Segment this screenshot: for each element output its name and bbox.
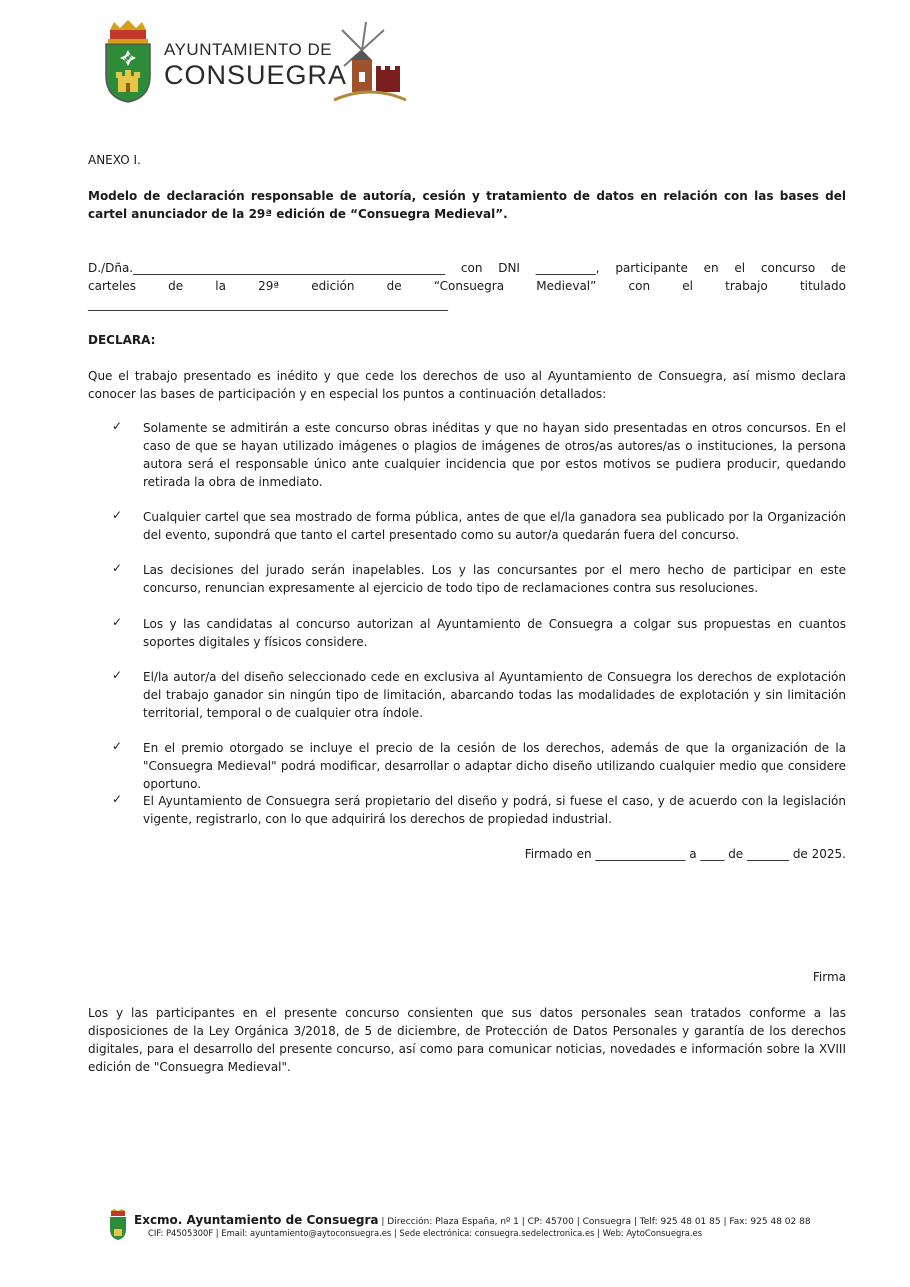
list-item-text: En el premio otorgado se incluye el precio de la cesión de los derechos, además de que la organización de la "Consuegra Medieval" podrá modificar, desarrollar o adaptar dicho diseño utilizando cualquier medio que considere oportuno. — [143, 741, 846, 791]
check-icon: ✓ — [112, 615, 123, 629]
footer — [108, 1207, 811, 1247]
check-icon: ✓ — [112, 739, 123, 753]
document-title: Modelo de declaración responsable de autoría, cesión y tratamiento de datos en relación con las bases del cartel anunciador de la 29ª edición de “Consuegra Medieval”. — [88, 189, 846, 221]
footer-line-1 — [134, 1213, 811, 1227]
footer-name: Excmo. Ayuntamiento de Consuegra — [134, 1213, 379, 1227]
declara-label: DECLARA: — [88, 333, 156, 347]
check-icon: ✓ — [112, 668, 123, 682]
annex-label: ANEXO I. — [88, 153, 141, 167]
dni-field[interactable]: __________, — [535, 261, 600, 275]
form-word: Medieval” — [536, 279, 597, 293]
form-word: concurso — [760, 261, 816, 275]
privacy-paragraph: Los y las participantes en el presente concurso consienten que sus datos personales sean tratados conforme a las disposiciones de la Ley Orgánica 3/2018, de 5 de diciembre, de Protección de Datos Personales y garantía de los derechos digitales, para el desarrollo del presente concurso, así como para comunicar noticias, novedades e información sobre la XVIII edición de "Consuegra Medieval". — [88, 1006, 846, 1074]
form-word: la — [215, 279, 226, 293]
windmill-castle-logo-icon — [332, 20, 408, 106]
form-word: de — [830, 261, 846, 275]
list-item-text: El/la autor/a del diseño seleccionado cede en exclusiva al Ayuntamiento de Consuegra los derechos de explotación del trabajo ganador sin ningún tipo de limitación, abarcando todas las modalidades de explotación y sin limitación territorial, temporal o de cualquier otra índole. — [143, 670, 846, 720]
footer-line-2: CIF: P4505300F | Email: ayuntamiento@aytoconsuegra.es | Sede electrónica: consuegra.sedelectronica.es | Web: AytoConsuegra.es — [148, 1228, 703, 1238]
form-word: carteles — [88, 279, 136, 293]
title-field[interactable]: ____________________________________________________________ — [88, 297, 448, 311]
list-item-text: Solamente se admitirán a este concurso obras inéditas y que no hayan sido presentadas en otros concursos. En el caso de que se hayan utilizado imágenes o plagios de imágenes de otros/as autores/as o instituciones, la persona autora será el responsable único ante cualquier incidencia que por estos motivos se pudiera producir, quedando retirada la obra de inmediato. — [143, 421, 846, 489]
form-word: de — [168, 279, 184, 293]
name-field[interactable]: D./Dña.____________________________________________________ — [88, 261, 446, 275]
form-word: “Consuegra — [433, 279, 505, 293]
check-icon: ✓ — [112, 508, 123, 522]
check-icon: ✓ — [112, 419, 123, 433]
form-word: titulado — [799, 279, 846, 293]
list-item-text: Las decisiones del jurado serán inapelables. Los y las concursantes por el mero hecho de participar en este concurso, renuncian expresamente al ejercicio de todo tipo de reclamaciones contra sus resoluciones. — [143, 563, 846, 595]
form-word: participante — [615, 261, 688, 275]
brand-line-2: CONSUEGRA — [164, 60, 348, 90]
footer-coat-of-arms-icon — [108, 1209, 128, 1241]
signature-label: Firma — [812, 970, 846, 984]
form-word: con — [628, 279, 651, 293]
list-item-text: Cualquier cartel que sea mostrado de forma pública, antes de que el/la ganadora sea publicado por la Organización del evento, supondrá que tanto el cartel presentado como su autor/a quedarán fuera del concurso. — [143, 510, 846, 542]
intro-paragraph: Que el trabajo presentado es inédito y que cede los derechos de uso al Ayuntamiento de Consuegra, así mismo declara conocer las bases de participación y en especial los puntos a continuación detallados: — [88, 369, 846, 401]
form-word: en — [703, 261, 719, 275]
form-word: edición — [311, 279, 355, 293]
footer-contact: | Dirección: Plaza España, nº 1 | CP: 45700 | Consuegra | Telf: 925 48 01 85 | Fax: 925 48 02 88 — [378, 1217, 811, 1227]
form-line-2 — [88, 277, 846, 295]
form-word: de — [386, 279, 402, 293]
municipal-coat-of-arms-icon — [100, 20, 156, 104]
list-item-text: El Ayuntamiento de Consuegra será propietario del diseño y podrá, si fuese el caso, y de acuerdo con la legislación vigente, registrarlo, con lo que adquirirá los derechos de propiedad industrial. — [143, 794, 846, 826]
form-word: el — [682, 279, 693, 293]
letterhead — [100, 20, 420, 110]
form-word: el — [734, 261, 746, 275]
check-icon: ✓ — [112, 561, 123, 575]
signed-at-line[interactable]: Firmado en _______________ a ____ de _______ de 2025. — [524, 847, 846, 861]
form-word: 29ª — [258, 279, 280, 293]
form-word: trabajo — [725, 279, 768, 293]
check-icon: ✓ — [112, 792, 123, 806]
form-word: con — [460, 261, 483, 275]
form-line-1 — [88, 259, 846, 277]
form-word: DNI — [498, 261, 520, 275]
brand-line-1: AYUNTAMIENTO DE — [164, 40, 333, 59]
list-item-text: Los y las candidatas al concurso autorizan al Ayuntamiento de Consuegra a colgar sus propuestas en cuantos soportes digitales y físicos considere. — [143, 617, 846, 649]
